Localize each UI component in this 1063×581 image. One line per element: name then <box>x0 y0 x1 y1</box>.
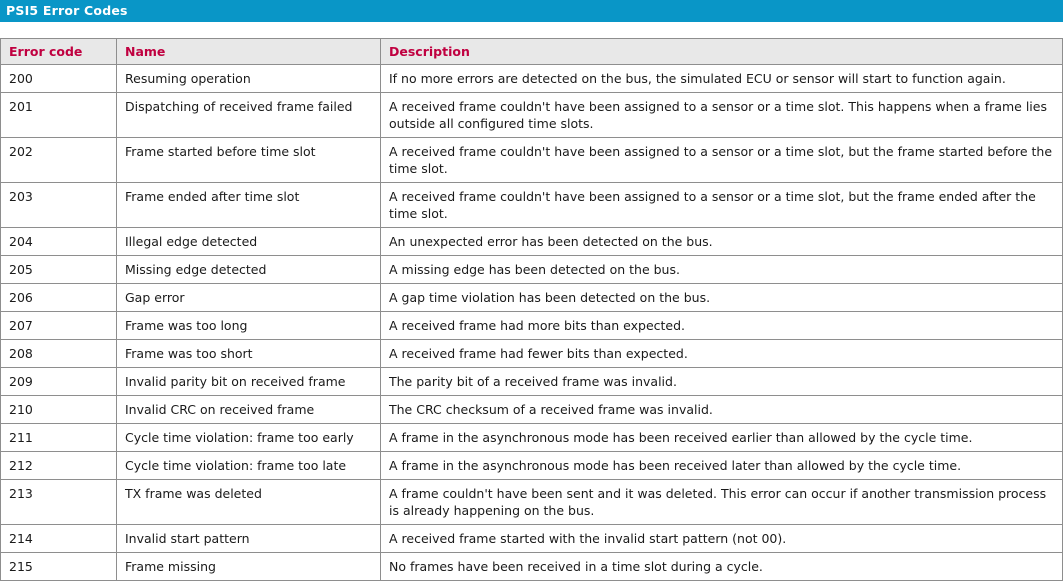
error-code-cell: 202 <box>1 138 117 183</box>
error-code-table <box>0 38 1063 581</box>
error-description-cell: A frame in the asynchronous mode has been received later than allowed by the cycle time. <box>381 452 1063 480</box>
error-name-cell: Frame was too long <box>117 312 381 340</box>
error-description-cell: A received frame couldn't have been assigned to a sensor or a time slot. This happens when a frame lies outside all configured time slots. <box>381 93 1063 138</box>
table-row <box>1 424 1063 452</box>
error-name-cell: Invalid parity bit on received frame <box>117 368 381 396</box>
error-name-cell: Gap error <box>117 284 381 312</box>
error-name-cell: Invalid start pattern <box>117 525 381 553</box>
error-name-cell: Resuming operation <box>117 65 381 93</box>
table-row <box>1 452 1063 480</box>
error-code-cell: 209 <box>1 368 117 396</box>
error-code-cell: 200 <box>1 65 117 93</box>
error-description-cell: A received frame couldn't have been assigned to a sensor or a time slot, but the frame started before the time slot. <box>381 138 1063 183</box>
table-body <box>1 65 1063 581</box>
page-title: PSI5 Error Codes <box>6 3 128 18</box>
error-code-cell: 210 <box>1 396 117 424</box>
error-name-cell: Cycle time violation: frame too late <box>117 452 381 480</box>
error-description-cell: A received frame couldn't have been assigned to a sensor or a time slot, but the frame ended after the time slot. <box>381 183 1063 228</box>
table-row <box>1 93 1063 138</box>
error-code-cell: 207 <box>1 312 117 340</box>
error-name-cell: Dispatching of received frame failed <box>117 93 381 138</box>
error-description-cell: No frames have been received in a time slot during a cycle. <box>381 553 1063 581</box>
error-code-cell: 206 <box>1 284 117 312</box>
error-name-cell: Frame started before time slot <box>117 138 381 183</box>
error-description-cell: A frame couldn't have been sent and it was deleted. This error can occur if another transmission process is already happening on the bus. <box>381 480 1063 525</box>
table-header-row <box>1 39 1063 65</box>
error-description-cell: The parity bit of a received frame was invalid. <box>381 368 1063 396</box>
error-code-cell: 211 <box>1 424 117 452</box>
error-name-cell: Frame was too short <box>117 340 381 368</box>
page-title-bar <box>0 0 1063 22</box>
table-row <box>1 284 1063 312</box>
error-name-cell: Invalid CRC on received frame <box>117 396 381 424</box>
error-description-cell: A received frame had more bits than expected. <box>381 312 1063 340</box>
table-row <box>1 183 1063 228</box>
table-row <box>1 525 1063 553</box>
column-header-description: Description <box>381 39 1063 65</box>
error-description-cell: A missing edge has been detected on the bus. <box>381 256 1063 284</box>
table-row <box>1 553 1063 581</box>
table-row <box>1 228 1063 256</box>
table-row <box>1 138 1063 183</box>
error-name-cell: TX frame was deleted <box>117 480 381 525</box>
error-code-cell: 214 <box>1 525 117 553</box>
error-name-cell: Missing edge detected <box>117 256 381 284</box>
error-description-cell: A frame in the asynchronous mode has been received earlier than allowed by the cycle time. <box>381 424 1063 452</box>
error-name-cell: Frame ended after time slot <box>117 183 381 228</box>
table-row <box>1 340 1063 368</box>
error-name-cell: Cycle time violation: frame too early <box>117 424 381 452</box>
table-row <box>1 256 1063 284</box>
error-code-cell: 201 <box>1 93 117 138</box>
error-description-cell: If no more errors are detected on the bus, the simulated ECU or sensor will start to function again. <box>381 65 1063 93</box>
error-description-cell: The CRC checksum of a received frame was invalid. <box>381 396 1063 424</box>
error-code-cell: 213 <box>1 480 117 525</box>
error-code-cell: 212 <box>1 452 117 480</box>
error-name-cell: Frame missing <box>117 553 381 581</box>
error-code-cell: 205 <box>1 256 117 284</box>
error-description-cell: A gap time violation has been detected on the bus. <box>381 284 1063 312</box>
table-row <box>1 312 1063 340</box>
spacer <box>0 22 1063 38</box>
table-row <box>1 65 1063 93</box>
error-code-cell: 203 <box>1 183 117 228</box>
error-name-cell: Illegal edge detected <box>117 228 381 256</box>
column-header-error-code: Error code <box>1 39 117 65</box>
error-description-cell: A received frame had fewer bits than expected. <box>381 340 1063 368</box>
error-code-cell: 215 <box>1 553 117 581</box>
column-header-name: Name <box>117 39 381 65</box>
table-row <box>1 396 1063 424</box>
table-row <box>1 480 1063 525</box>
error-code-cell: 204 <box>1 228 117 256</box>
error-code-cell: 208 <box>1 340 117 368</box>
table-row <box>1 368 1063 396</box>
error-description-cell: An unexpected error has been detected on the bus. <box>381 228 1063 256</box>
error-description-cell: A received frame started with the invalid start pattern (not 00). <box>381 525 1063 553</box>
